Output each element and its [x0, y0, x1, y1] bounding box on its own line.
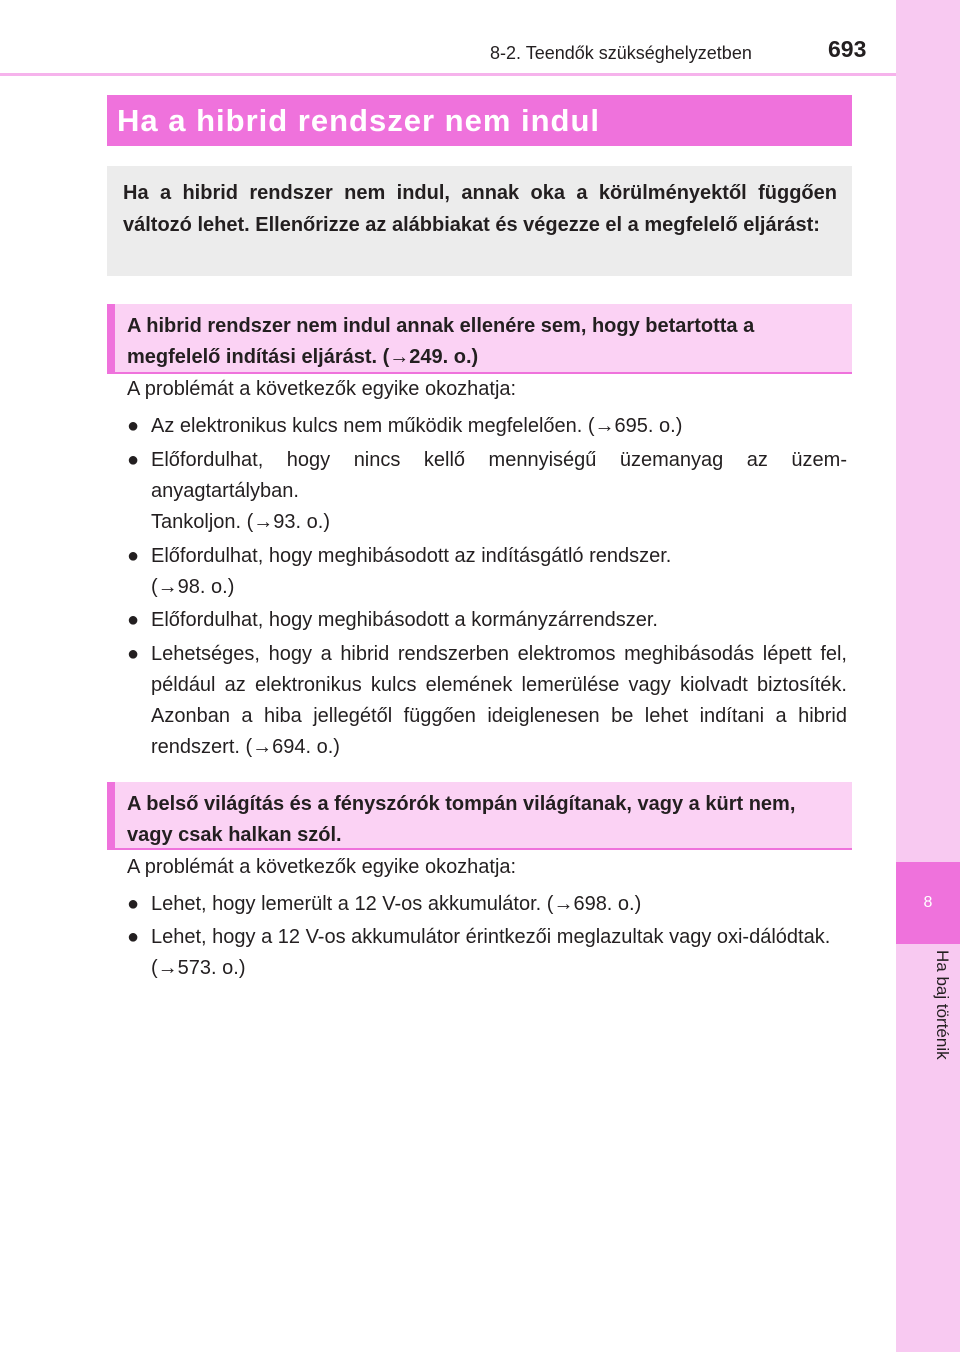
header-divider	[0, 73, 896, 76]
list-item-text: Előfordulhat, hogy meghibásodott a kormányzárrendszer.	[151, 609, 658, 631]
header-section-title: 8-2. Teendők szükséghelyzetben	[490, 43, 752, 63]
list-item	[127, 922, 847, 984]
main-title-bar	[107, 95, 852, 146]
list-item	[127, 639, 847, 763]
bullet-icon: ●	[127, 893, 140, 915]
list-item	[127, 411, 847, 442]
list-item	[127, 605, 847, 636]
list-item-text: Lehet, hogy lemerült a 12 V-os akkumulátor. (→698. o.)	[151, 893, 642, 915]
section-heading-1: A hibrid rendszer nem indul annak ellenére sem, hogy betartotta a megfelelő indítási eljárást. (→249. o.)	[107, 304, 852, 374]
list-item	[127, 445, 847, 538]
section-heading-2: A belső világítás és a fényszórók tompán világítanak, vagy a kürt nem, vagy csak halkan szól.	[107, 782, 852, 850]
intro-box: Ha a hibrid rendszer nem indul, annak oka a körülményektől függően változó lehet. Ellenőrizze az alábbiakat és végezze el a megfelelő eljárást:	[107, 166, 852, 276]
list-item	[127, 889, 847, 920]
chapter-number-tab: 8	[896, 862, 960, 944]
list-item-text: Előfordulhat, hogy meghibásodott az indításgátló rendszer.	[151, 545, 672, 567]
page-title: Ha a hibrid rendszer nem indul	[117, 102, 601, 138]
section-2-lead: A problémát a következők egyike okozhatja:	[127, 856, 517, 878]
bullet-icon: ●	[127, 609, 140, 631]
list-item-extra: (→573. o.)	[151, 957, 246, 979]
list-item-text: Lehet, hogy a 12 V-os akkumulátor érintkezői meglazultak vagy oxi-dálódtak.	[151, 926, 831, 948]
list-item-extra: Tankoljon. (→93. o.)	[151, 511, 330, 533]
page-number: 693	[828, 36, 867, 62]
bullet-icon: ●	[127, 449, 140, 471]
list-item-extra: (→98. o.)	[151, 576, 235, 598]
bullet-icon: ●	[127, 415, 140, 437]
bullet-icon: ●	[127, 643, 140, 665]
chapter-label: Ha baj történik	[933, 950, 952, 1060]
list-item-text: Lehetséges, hogy a hibrid rendszerben elektromos meghibásodás lépett fel, például az elektronikus kulcs elemének lemerülése vagy kiolvadt biztosíték. Azonban a hiba jellegétől függően ideiglenesen be lehet indítani a hibrid rendszert. (→694. o.)	[151, 643, 847, 758]
bullet-icon: ●	[127, 545, 140, 567]
list-item-text: Előfordulhat, hogy nincs kellő mennyiségű üzemanyag az üzem-anyagtartályban.	[151, 449, 847, 502]
list-item	[127, 541, 847, 603]
side-tab	[896, 0, 960, 1352]
list-item-text: Az elektronikus kulcs nem működik megfelelően. (→695. o.)	[151, 415, 683, 437]
bullet-icon: ●	[127, 926, 140, 948]
section-1-lead: A problémát a következők egyike okozhatja:	[127, 378, 517, 400]
